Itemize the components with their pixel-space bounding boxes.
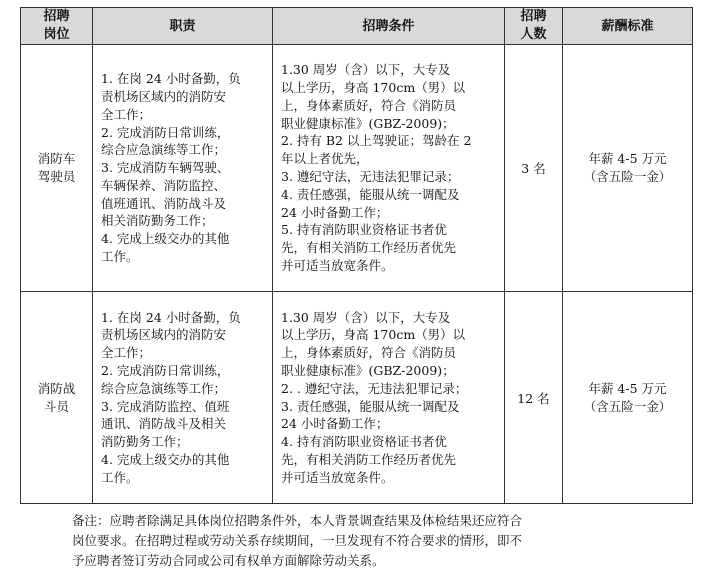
requirements-cell: 1.30 周岁（含）以下，大专及 以上学历，身高 170cm（男）以 上，身体素质好，符合《消防员 职业健康标准》(GBZ-2009)； 2. . 遵纪守法，无违法犯罪记录； 3. 责任感强，能服从统一调配及 24 小时备勤工作； 4. 持有消防职业资格证书者优 先，有相关消防工作经历者优先 并可适当放宽条件。 (273, 292, 505, 504)
position-cell: 消防战 斗员 (21, 292, 93, 504)
salary-cell: 年薪 4-5 万元 （含五险一金） (563, 45, 693, 292)
salary-cell: 年薪 4-5 万元 （含五险一金） (563, 292, 693, 504)
header-count: 招聘 人数 (505, 8, 563, 45)
count-cell: 12 名 (505, 292, 563, 504)
header-duties: 职责 (93, 8, 273, 45)
header-requirements: 招聘条件 (273, 8, 505, 45)
table-row (21, 45, 693, 292)
requirements-cell: 1.30 周岁（含）以下，大专及 以上学历，身高 170cm（男）以 上，身体素质好，符合《消防员 职业健康标准》(GBZ-2009)； 2. 持有 B2 以上驾驶证；驾龄在 2 年以上者优先， 3. 遵纪守法，无违法犯罪记录； 4. 责任感强，能服从统一调配及 24 小时备勤工作； 5. 持有消防职业资格证书者优 先，有相关消防工作经历者优先 并可适当放宽条件。 (273, 45, 505, 292)
position-cell: 消防车 驾驶员 (21, 45, 93, 292)
header-salary: 薪酬标准 (563, 8, 693, 45)
recruitment-table (20, 7, 693, 504)
table-row (21, 292, 693, 504)
duties-cell: 1. 在岗 24 小时备勤，负 责机场区域内的消防安 全工作； 2. 完成消防日常训练， 综合应急演练等工作； 3. 完成消防车辆驾驶、 车辆保养、消防监控、 值班通讯、消防战斗及 相关消防勤务工作； 4. 完成上级交办的其他 工作。 (93, 45, 273, 292)
table-header-row (21, 8, 693, 45)
duties-cell: 1. 在岗 24 小时备勤，负 责机场区域内的消防安 全工作； 2. 完成消防日常训练， 综合应急演练等工作； 3. 完成消防监控、值班 通讯、消防战斗及相关 消防勤务工作； 4. 完成上级交办的其他 工作。 (93, 292, 273, 504)
remarks-note: 备注：应聘者除满足具体岗位招聘条件外，本人背景调查结果及体检结果还应符合 岗位要求。在招聘过程或劳动关系存续期间，一旦发现有不符合要求的情形，即不 予应聘者签订劳动合同或公司有权单方面解除劳动关系。 (72, 513, 523, 568)
header-position: 招聘 岗位 (21, 8, 93, 45)
count-cell: 3 名 (505, 45, 563, 292)
